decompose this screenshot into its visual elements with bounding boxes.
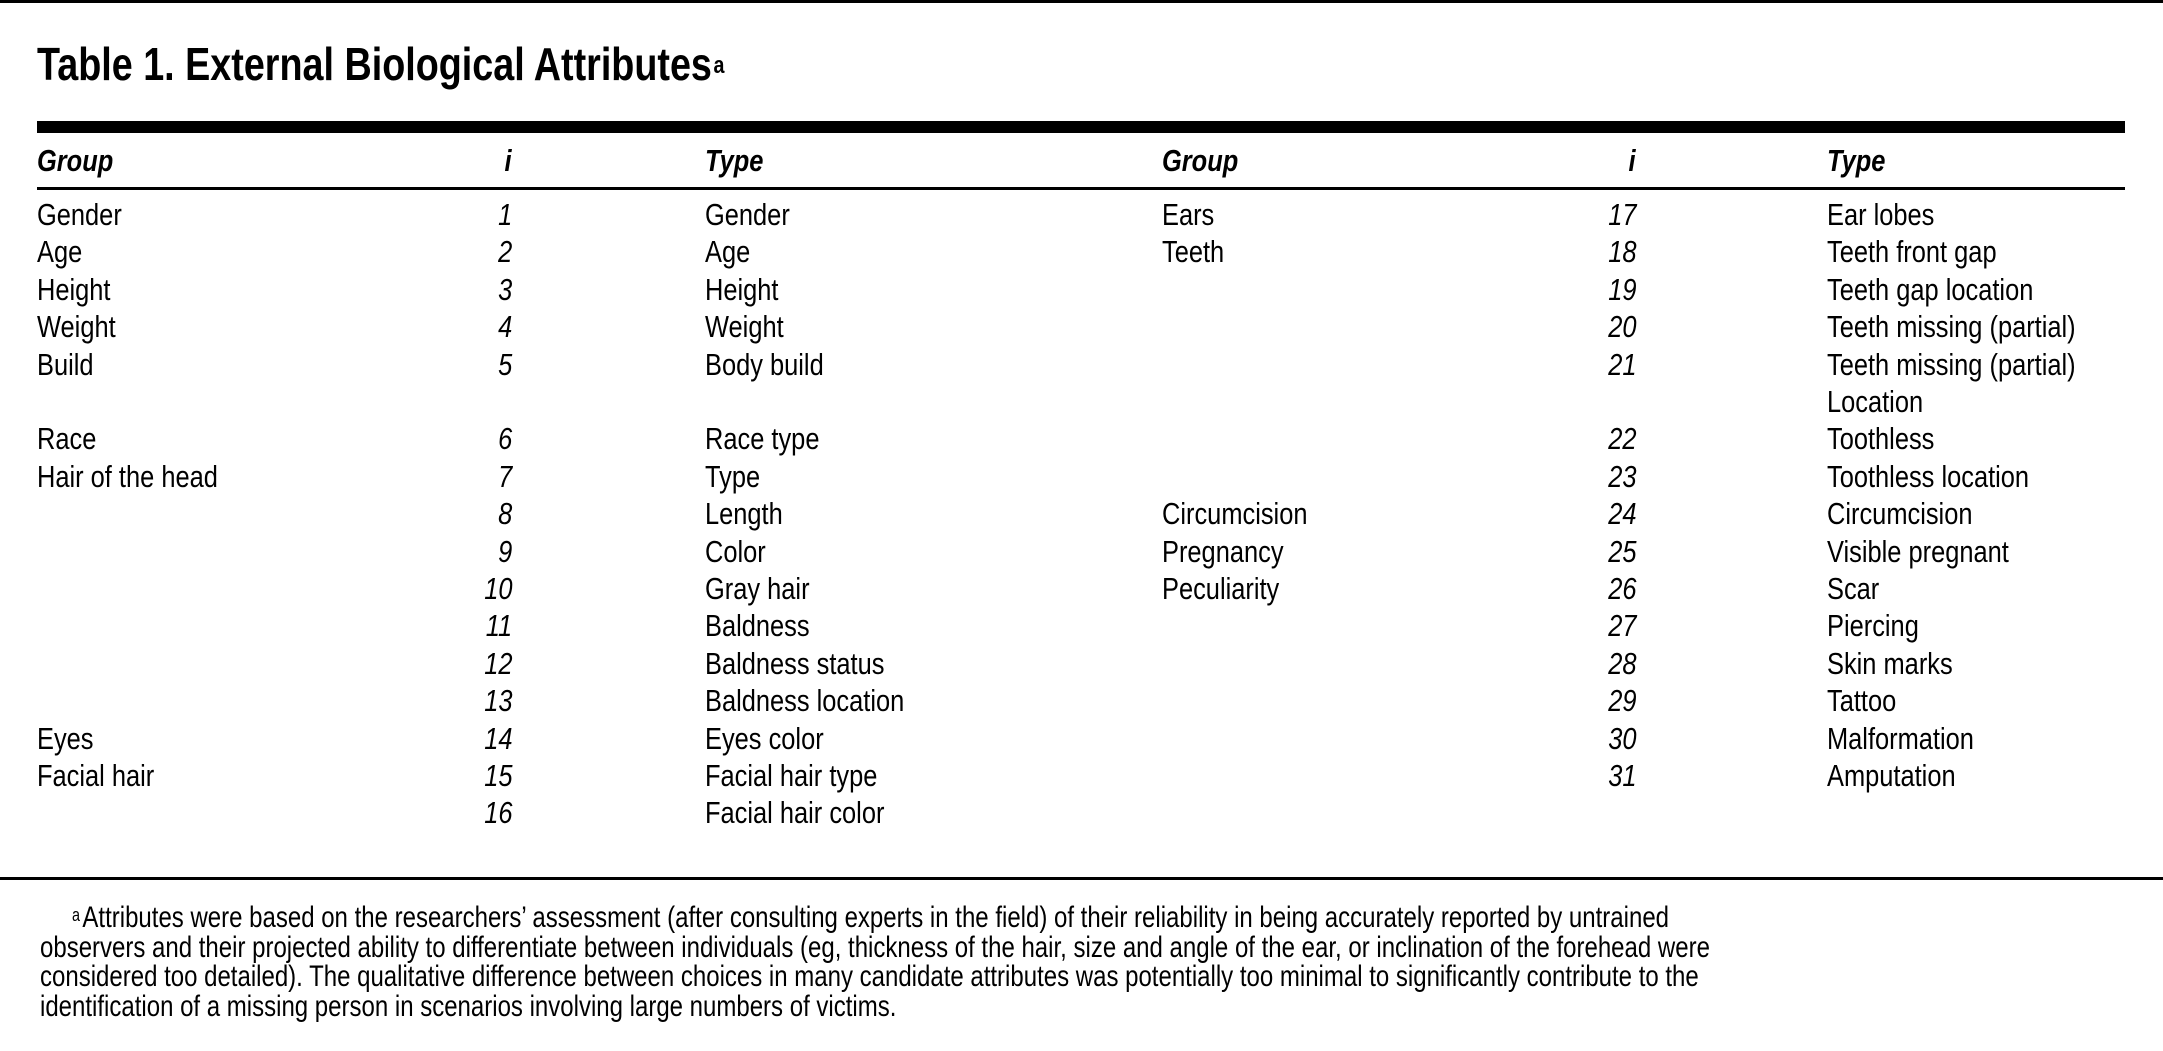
cell-text: Gender bbox=[705, 197, 790, 232]
cell-text: Facial hair color bbox=[705, 795, 885, 831]
left-type-cell bbox=[705, 570, 832, 607]
right-index-cell bbox=[1556, 233, 1636, 270]
right-type-cell bbox=[1827, 458, 2073, 495]
left-index-cell bbox=[432, 383, 512, 420]
left-group-cell bbox=[37, 346, 106, 383]
cell-text: Toothless location bbox=[1827, 458, 2030, 494]
left-index-cell bbox=[432, 458, 512, 495]
cell-text: 4 bbox=[497, 309, 512, 345]
cell-text: Scar bbox=[1827, 571, 1880, 606]
left-type-cell bbox=[705, 420, 845, 457]
right-group-cell bbox=[1162, 196, 1226, 233]
left-group-cell bbox=[37, 720, 106, 757]
footnote-line-4-text: identification of a missing person in scenarios involving large numbers of victims. bbox=[40, 989, 897, 1023]
right-index-cell bbox=[1556, 346, 1636, 383]
left-type-cell bbox=[705, 458, 772, 495]
left-type-cell bbox=[705, 645, 924, 682]
right-type-cell bbox=[1827, 757, 1984, 794]
right-index-cell bbox=[1556, 682, 1636, 719]
right-index-cell bbox=[1556, 607, 1636, 644]
cell-text: 24 bbox=[1607, 496, 1636, 532]
header-type-2 bbox=[1827, 142, 1898, 180]
cell-text: Height bbox=[705, 271, 779, 307]
left-index-cell bbox=[432, 682, 512, 719]
cell-text: Baldness location bbox=[705, 683, 905, 719]
left-group-cell bbox=[37, 233, 92, 270]
cell-text: 26 bbox=[1607, 571, 1636, 606]
right-type-cell bbox=[1827, 383, 1944, 420]
cell-text: Malformation bbox=[1827, 720, 1974, 756]
left-type-cell bbox=[705, 533, 779, 570]
left-index-cell bbox=[432, 645, 512, 682]
left-type-cell bbox=[705, 271, 795, 308]
left-type-cell bbox=[705, 196, 808, 233]
cell-text: 29 bbox=[1607, 683, 1636, 719]
header-group-1 bbox=[37, 142, 130, 180]
cell-text: Race bbox=[37, 421, 97, 457]
right-index-cell bbox=[1556, 533, 1636, 570]
cell-text: Race type bbox=[705, 421, 820, 457]
left-type-cell bbox=[705, 233, 760, 270]
cell-text: Height bbox=[37, 271, 111, 307]
right-type-cell bbox=[1827, 233, 2034, 270]
right-index-cell bbox=[1556, 720, 1636, 757]
right-group-cell bbox=[1162, 533, 1310, 570]
table-footnote bbox=[40, 903, 2130, 1021]
left-type-cell bbox=[705, 720, 850, 757]
right-index-cell bbox=[1556, 495, 1636, 532]
right-type-cell bbox=[1827, 533, 2049, 570]
left-index-cell bbox=[432, 495, 512, 532]
right-index-cell bbox=[1556, 570, 1636, 607]
left-type-cell bbox=[705, 757, 915, 794]
left-group-cell bbox=[37, 420, 109, 457]
left-index-cell bbox=[432, 233, 512, 270]
right-index-cell bbox=[1556, 308, 1636, 345]
cell-text: Toothless bbox=[1827, 421, 1935, 457]
cell-text: 15 bbox=[483, 758, 512, 793]
right-type-cell bbox=[1827, 570, 1891, 607]
cell-text: 13 bbox=[483, 683, 512, 719]
cell-text: 6 bbox=[497, 421, 512, 457]
right-group-cell bbox=[1162, 570, 1305, 607]
footnote-line-2 bbox=[40, 930, 2130, 964]
header-group-2-label: Group bbox=[1162, 143, 1239, 178]
top-border-rule bbox=[0, 0, 2163, 3]
cell-text: Gray hair bbox=[705, 571, 810, 606]
footnote-line-4 bbox=[40, 989, 2130, 1023]
footnote-line-1 bbox=[40, 903, 2130, 933]
left-type-cell bbox=[705, 794, 924, 831]
right-type-cell bbox=[1827, 271, 2079, 308]
right-type-cell bbox=[1827, 196, 1958, 233]
header-group-2 bbox=[1162, 142, 1255, 180]
left-index-cell bbox=[432, 794, 512, 831]
left-index-cell bbox=[432, 346, 512, 383]
cell-text: Amputation bbox=[1827, 758, 1956, 793]
left-group-cell bbox=[37, 458, 258, 495]
right-group-cell bbox=[1162, 495, 1339, 532]
left-type-cell bbox=[705, 607, 833, 644]
right-index-cell bbox=[1556, 794, 1636, 831]
right-index-cell bbox=[1556, 757, 1636, 794]
cell-text: Pregnancy bbox=[1162, 533, 1284, 569]
cell-text: 3 bbox=[497, 271, 512, 307]
left-group-cell bbox=[37, 757, 180, 794]
cell-text: 28 bbox=[1607, 645, 1636, 681]
header-type-1-label: Type bbox=[705, 143, 764, 178]
cell-text: Tattoo bbox=[1827, 683, 1897, 719]
cell-text: 30 bbox=[1607, 720, 1636, 756]
cell-text: Color bbox=[705, 533, 766, 569]
cell-text: Baldness status bbox=[705, 645, 885, 681]
cell-text: Peculiarity bbox=[1162, 571, 1280, 606]
header-i-1 bbox=[432, 142, 512, 180]
cell-text: 31 bbox=[1607, 758, 1636, 793]
cell-text: 7 bbox=[497, 458, 512, 494]
cell-text: Teeth gap location bbox=[1827, 271, 2034, 307]
right-type-cell bbox=[1827, 420, 1958, 457]
cell-text: 22 bbox=[1607, 421, 1636, 457]
footnote-line-3-text: considered too detailed). The qualitative difference between choices in many candidate attributes was potentially too minimal to significantly contribute to the bbox=[40, 960, 1699, 993]
cell-text: 19 bbox=[1607, 271, 1636, 307]
right-index-cell bbox=[1556, 196, 1636, 233]
header-type-2-label: Type bbox=[1827, 143, 1886, 178]
right-type-cell bbox=[1827, 645, 1980, 682]
table-top-thick-rule bbox=[37, 121, 2125, 133]
cell-text: 18 bbox=[1607, 234, 1636, 270]
cell-text: 27 bbox=[1607, 608, 1636, 644]
cell-text: Ears bbox=[1162, 197, 1215, 232]
right-index-cell bbox=[1556, 645, 1636, 682]
cell-text: 8 bbox=[497, 496, 512, 532]
right-index-cell bbox=[1556, 420, 1636, 457]
cell-text: 25 bbox=[1607, 533, 1636, 569]
left-type-cell bbox=[705, 682, 948, 719]
cell-text: Build bbox=[37, 346, 94, 382]
header-i-1-label: i bbox=[504, 143, 512, 178]
right-index-cell bbox=[1556, 458, 1636, 495]
cell-text: 12 bbox=[483, 645, 512, 681]
title-footnote-marker: a bbox=[713, 52, 725, 79]
cell-text: Facial hair type bbox=[705, 758, 878, 793]
cell-text: Circumcision bbox=[1827, 496, 1973, 532]
cell-text: Facial hair bbox=[37, 758, 155, 793]
footnote-line-1-text: Attributes were based on the researchers’ assessment (after consulting experts in the field) of their reliability in being accurately reported by untrained bbox=[82, 901, 1670, 934]
cell-text: Hair of the head bbox=[37, 458, 218, 494]
left-type-cell bbox=[705, 308, 801, 345]
cell-text: Ear lobes bbox=[1827, 197, 1935, 232]
left-index-cell bbox=[432, 196, 512, 233]
left-group-cell bbox=[37, 196, 140, 233]
cell-text: 5 bbox=[497, 346, 512, 382]
cell-text: 17 bbox=[1607, 197, 1636, 232]
right-type-cell bbox=[1827, 346, 2130, 383]
cell-text: 23 bbox=[1607, 458, 1636, 494]
cell-text: Visible pregnant bbox=[1827, 533, 2009, 569]
table-title bbox=[37, 36, 875, 92]
cell-text: 9 bbox=[497, 533, 512, 569]
header-i-2 bbox=[1556, 142, 1636, 180]
cell-text: Gender bbox=[37, 197, 122, 232]
cell-text: Weight bbox=[37, 309, 116, 345]
header-type-1 bbox=[705, 142, 776, 180]
cell-text: Weight bbox=[705, 309, 784, 345]
footnote-line-3 bbox=[40, 962, 2130, 992]
cell-text: Age bbox=[705, 234, 751, 270]
table-bottom-rule bbox=[0, 877, 2163, 880]
footnote-marker: a bbox=[72, 905, 81, 925]
left-index-cell bbox=[432, 308, 512, 345]
cell-text: 20 bbox=[1607, 309, 1636, 345]
left-group-cell bbox=[37, 271, 127, 308]
cell-text: Body build bbox=[705, 346, 824, 382]
right-index-cell bbox=[1556, 383, 1636, 420]
left-type-cell bbox=[705, 495, 800, 532]
cell-text: Teeth bbox=[1162, 234, 1225, 270]
cell-text: 1 bbox=[497, 197, 512, 232]
cell-text: 21 bbox=[1607, 346, 1636, 382]
left-index-cell bbox=[432, 607, 512, 644]
footnote-line-2-text: observers and their projected ability to differentiate between individuals (eg, thickness of the hair, size and angle of the ear, or inclination of the forehead were bbox=[40, 930, 1710, 964]
cell-text: Type bbox=[705, 458, 761, 494]
cell-text: Teeth missing (partial) bbox=[1827, 309, 2076, 345]
cell-text: 14 bbox=[483, 720, 512, 756]
left-index-cell bbox=[432, 570, 512, 607]
cell-text: Eyes color bbox=[705, 720, 824, 756]
cell-text: Skin marks bbox=[1827, 645, 1953, 681]
right-type-cell bbox=[1827, 495, 2004, 532]
left-type-cell bbox=[705, 346, 850, 383]
table-title-text: Table 1. External Biological Attributes bbox=[37, 38, 712, 90]
cell-text: Location bbox=[1827, 384, 1924, 419]
right-type-cell bbox=[1827, 607, 1939, 644]
header-bottom-rule bbox=[37, 187, 2125, 190]
left-group-cell bbox=[37, 308, 133, 345]
left-index-cell bbox=[432, 271, 512, 308]
left-index-cell bbox=[432, 757, 512, 794]
left-index-cell bbox=[432, 533, 512, 570]
cell-text: Teeth missing (partial) bbox=[1827, 346, 2076, 382]
header-i-2-label: i bbox=[1628, 143, 1636, 178]
right-type-cell bbox=[1827, 308, 2130, 345]
cell-text: 11 bbox=[485, 608, 512, 644]
left-index-cell bbox=[432, 720, 512, 757]
right-type-cell bbox=[1827, 682, 1911, 719]
cell-text: 16 bbox=[483, 795, 512, 831]
cell-text: Teeth front gap bbox=[1827, 234, 1997, 270]
right-index-cell bbox=[1556, 271, 1636, 308]
cell-text: Length bbox=[705, 496, 783, 532]
right-group-cell bbox=[1162, 233, 1238, 270]
right-type-cell bbox=[1827, 720, 2006, 757]
left-index-cell bbox=[432, 420, 512, 457]
cell-text: Age bbox=[37, 234, 83, 270]
cell-text: Circumcision bbox=[1162, 496, 1308, 532]
header-group-1-label: Group bbox=[37, 143, 114, 178]
cell-text: Piercing bbox=[1827, 608, 1919, 644]
cell-text: Baldness bbox=[705, 608, 810, 644]
cell-text: 2 bbox=[497, 234, 512, 270]
cell-text: Eyes bbox=[37, 720, 94, 756]
cell-text: 10 bbox=[483, 571, 512, 606]
